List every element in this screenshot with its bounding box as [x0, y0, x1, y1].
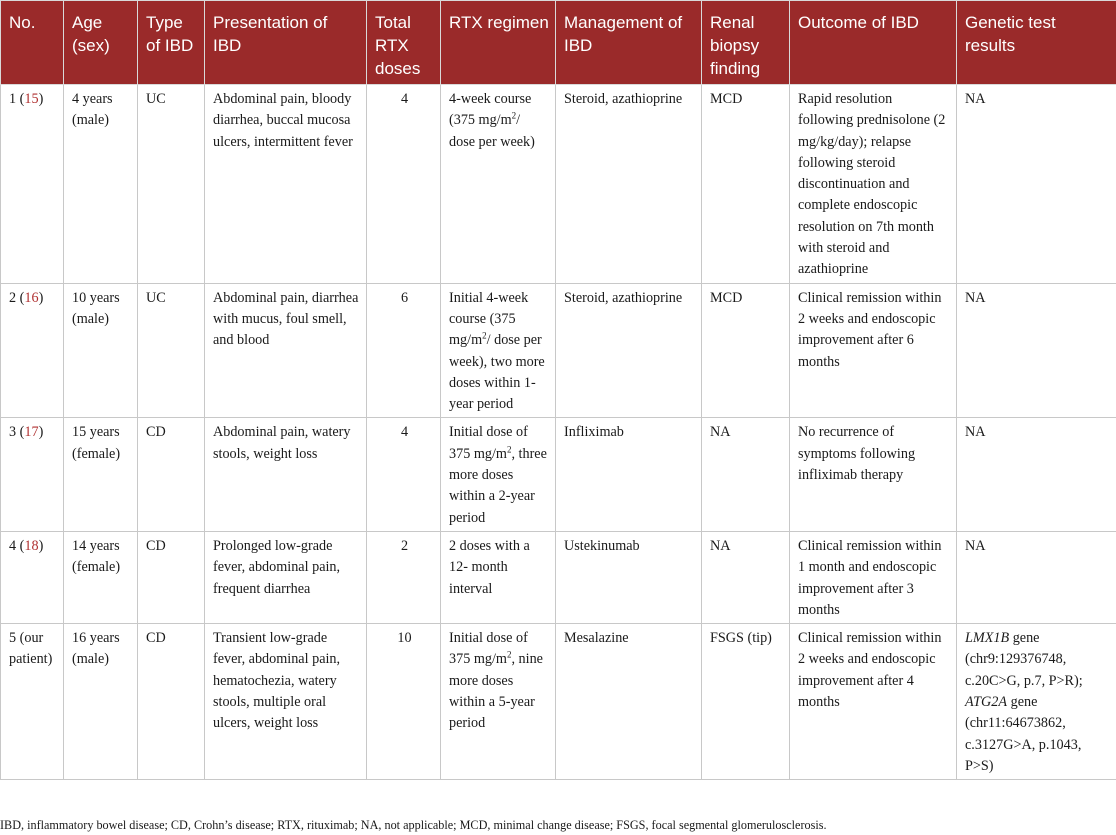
table-footnote: IBD, inflammatory bowel disease; CD, Crohn’s disease; RTX, rituximab; NA, not applicable; MCD, minimal change disease; FSGS, focal segmental glomerulosclerosis.	[0, 818, 827, 832]
cell-biopsy: NA	[702, 418, 790, 531]
cell-presentation: Abdominal pain, bloody diarrhea, buccal mucosa ulcers, intermittent fever	[205, 85, 367, 284]
cell-biopsy: MCD	[702, 283, 790, 418]
cell-regimen: Initial 4-week course (375 $mg/m^2/$ dose per week), two more doses within 1-year period	[441, 283, 556, 418]
cell-genetic: NA	[957, 418, 1116, 531]
cell-presentation: Transient low-grade fever, abdominal pain, hematochezia, watery stools, multiple oral ulcers, weight loss	[205, 624, 367, 780]
cell-management: Infliximab	[556, 418, 702, 531]
cell-no: 5 (our patient)	[1, 624, 64, 780]
reference-link[interactable]: 17	[24, 424, 39, 441]
cell-age: 16 years (male)	[64, 624, 138, 780]
cell-doses: 4	[367, 418, 441, 531]
header-regimen: RTX regimen	[441, 1, 556, 85]
cell-regimen: 2 doses with a 12- month interval	[441, 531, 556, 623]
cell-regimen: Initial dose of 375 $mg/m^2$, three more doses within a 2-year period	[441, 418, 556, 531]
header-outcome: Outcome of IBD	[790, 1, 957, 85]
header-presentation: Presentation of IBD	[205, 1, 367, 85]
table-row	[1, 85, 1116, 284]
cell-age: 4 years (male)	[64, 85, 138, 284]
cell-regimen: Initial dose of 375 $mg/m^2$, nine more doses within a 5-year period	[441, 624, 556, 780]
cell-outcome: Rapid resolution following prednisolone (2 mg/kg/day); relapse following steroid discontinuation and complete endoscopic resolution on 7th month with steroid and azathioprine	[790, 85, 957, 284]
header-biopsy: Renal biopsy finding	[702, 1, 790, 85]
cell-regimen: 4-week course (375 $mg/m^2/$ dose per week)	[441, 85, 556, 284]
cell-genetic: NA	[957, 531, 1116, 623]
table-row	[1, 624, 1116, 780]
table-row	[1, 418, 1116, 531]
header-genetic: Genetic test results	[957, 1, 1116, 85]
cell-doses: 10	[367, 624, 441, 780]
header-type: Type of IBD	[138, 1, 205, 85]
header-age: Age (sex)	[64, 1, 138, 85]
cell-genetic: NA	[957, 283, 1116, 418]
gene-name: LMX1B	[965, 630, 1010, 647]
cell-presentation: Abdominal pain, diarrhea with mucus, foul smell, and blood	[205, 283, 367, 418]
cell-no: 4 (18)	[1, 531, 64, 623]
cell-biopsy: MCD	[702, 85, 790, 284]
cell-outcome: Clinical remission within 1 month and endoscopic improvement after 3 months	[790, 531, 957, 623]
reference-link[interactable]: 18	[24, 537, 39, 554]
cell-doses: 6	[367, 283, 441, 418]
case-number: 4	[9, 537, 17, 554]
case-number: 2	[9, 289, 17, 306]
cell-no: 1 (15)	[1, 85, 64, 284]
cell-outcome: Clinical remission within 2 weeks and endoscopic improvement after 4 months	[790, 624, 957, 780]
cell-type: CD	[138, 624, 205, 780]
cell-no: 3 (17)	[1, 418, 64, 531]
header-doses: Total RTX doses	[367, 1, 441, 85]
cell-age: 15 years (female)	[64, 418, 138, 531]
cell-presentation: Prolonged low-grade fever, abdominal pain, frequent diarrhea	[205, 531, 367, 623]
cell-age: 14 years (female)	[64, 531, 138, 623]
cell-management: Steroid, azathioprine	[556, 283, 702, 418]
cell-type: UC	[138, 283, 205, 418]
cell-outcome: Clinical remission within 2 weeks and endoscopic improvement after 6 months	[790, 283, 957, 418]
gene-name: ATG2A	[965, 694, 1008, 711]
cell-management: Mesalazine	[556, 624, 702, 780]
cell-type: CD	[138, 531, 205, 623]
cell-type: UC	[138, 85, 205, 284]
table-row	[1, 283, 1116, 418]
case-number: 1	[9, 91, 17, 107]
cell-management: Steroid, azathioprine	[556, 85, 702, 284]
cell-no: 2 (16)	[1, 283, 64, 418]
cell-genetic: LMX1B gene (chr9:129376748, c.20C>G, p.7, P>R); ATG2A gene (chr11:64673862, c.3127G>A, p.1043, P>S)	[957, 624, 1116, 780]
cell-biopsy: NA	[702, 531, 790, 623]
reference-link[interactable]: 15	[24, 91, 39, 107]
table-row	[1, 531, 1116, 623]
header-management: Management of IBD	[556, 1, 702, 85]
cell-doses: 2	[367, 531, 441, 623]
cell-management: Ustekinumab	[556, 531, 702, 623]
cell-type: CD	[138, 418, 205, 531]
cell-presentation: Abdominal pain, watery stools, weight loss	[205, 418, 367, 531]
header-no: No.	[1, 1, 64, 85]
cell-genetic: NA	[957, 85, 1116, 284]
cell-age: 10 years (male)	[64, 283, 138, 418]
header-row	[1, 1, 1116, 85]
case-number: 3	[9, 424, 17, 441]
cell-outcome: No recurrence of symptoms following infliximab therapy	[790, 418, 957, 531]
reference-link[interactable]: 16	[24, 289, 39, 306]
cell-biopsy: FSGS (tip)	[702, 624, 790, 780]
cell-doses: 4	[367, 85, 441, 284]
